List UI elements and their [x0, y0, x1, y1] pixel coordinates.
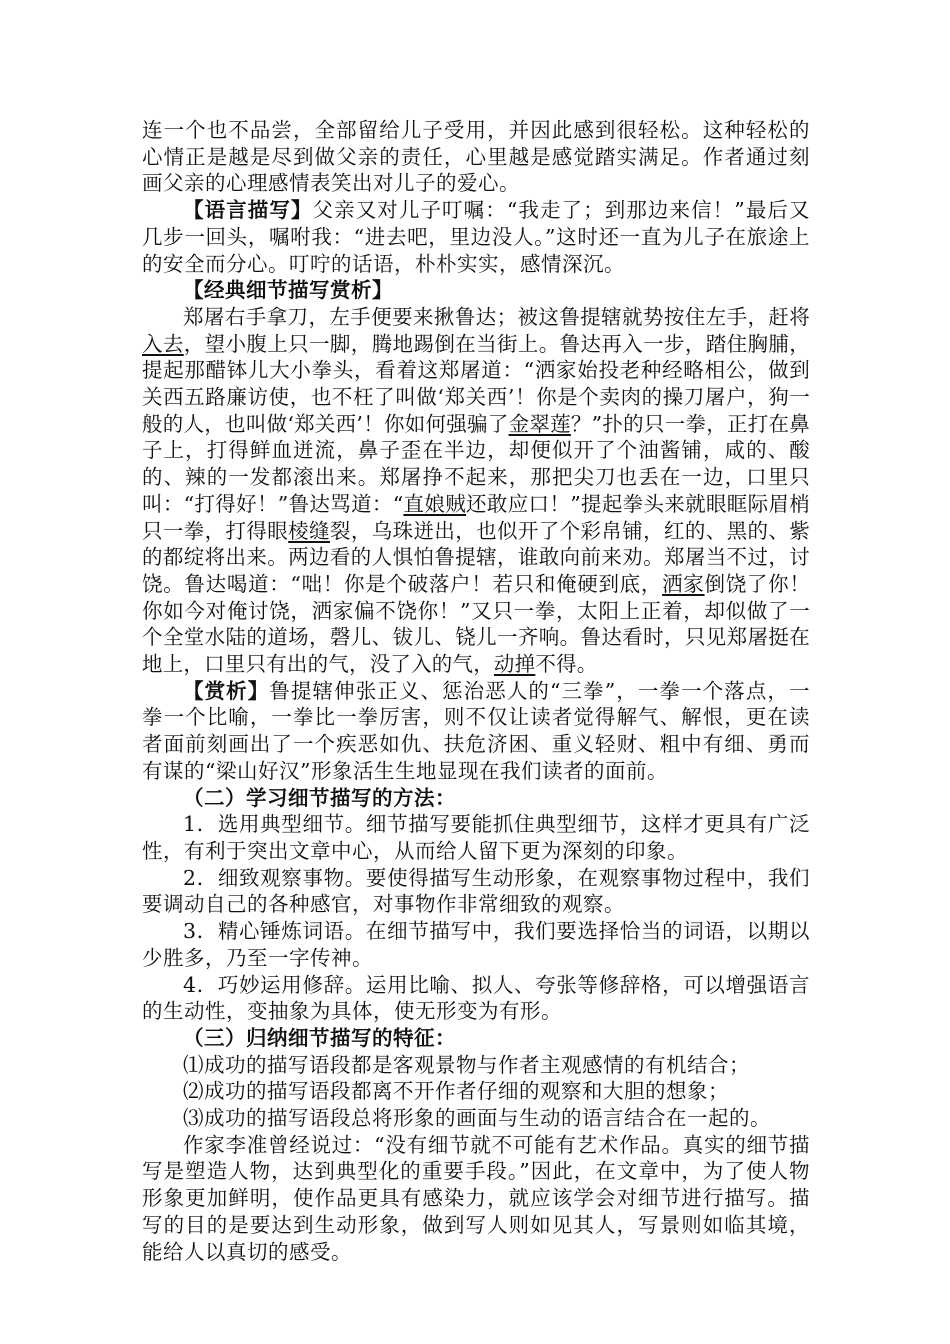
underlined-word: 动掸: [493, 652, 536, 677]
underlined-word: 入去: [142, 331, 184, 356]
language-description-paragraph: [142, 197, 810, 277]
feature-item: ⑵成功的描写语段都离不开作者仔细的观察和大胆的想象；: [183, 1079, 729, 1104]
excerpt-text: 郑屠右手拿刀，左手便要来揪鲁达；被这鲁提辖就势按住左手，赶将: [183, 304, 810, 329]
underlined-word: 金翠莲: [508, 411, 571, 436]
water-margin-excerpt: [142, 304, 810, 678]
intro-paragraph: 连一个也不品尝，全部留给儿子受用，并因此感到很轻松。这种轻松的心情正是越是尽到做父亲的责任，心里越是感觉踏实满足。作者通过刻画父亲的心理感情表笑出对儿子的爱心。: [142, 118, 810, 196]
excerpt-text: 不得。: [535, 652, 598, 677]
method-item: 4．巧妙运用修辞。运用比喻、拟人、夸张等修辞格，可以增强语言的生动性，变抽象为具体，使无形变为有形。: [142, 972, 810, 1024]
appreciation-paragraph: [142, 678, 810, 785]
excerpt-text: 倒饶了你！你如今对俺讨饶，洒家偏不饶你！”又只一拳，太阳上正着，却似做了一个全堂水陆的道场，磬儿、钹儿、铙儿一齐响。鲁达看时，只见郑屠挺在地上，口里只有出的气，没了入的气，: [142, 571, 811, 677]
feature-item: ⑶成功的描写语段总将形象的画面与生动的语言结合在一起的。: [183, 1106, 771, 1131]
appreciation-label: 【赏析】: [183, 678, 270, 703]
underlined-word: 洒家: [662, 571, 705, 596]
closing-paragraph: 作家李准曾经说过：“没有细节就不可能有艺术作品。真实的细节描写是塑造人物，达到典型化的重要手段。”因此，在文章中，为了使人物形象更加鲜明，使作品更具有感染力，就应该学会对细节进行描写。描写的目的是要达到生动形象，做到写人则如见其人，写景则如临其境，能给人以真切的感受。: [142, 1132, 810, 1264]
excerpt-text: 裂，乌珠迸出，也似开了个彩帛铺，红的、黑的、紫的都绽将出来。两边看的人惧怕鲁提辖，谁敢向前来劝。郑屠当不过，讨饶。鲁达喝道：“咄！你是个破落户！若只和俺硬到底，: [142, 518, 810, 596]
language-description-label: 【语言描写】: [183, 198, 313, 223]
methods-heading-text: （二）学习细节描写的方法：: [183, 785, 456, 810]
excerpt-text: 还敢应口！”提起拳头来就眼眶际眉梢只一拳，打得眼: [142, 491, 810, 543]
classic-detail-heading-text: 【经典细节描写赏析】: [183, 278, 393, 303]
classic-detail-heading: [142, 277, 810, 304]
underlined-word: 棱缝: [288, 518, 330, 543]
document-page: [142, 117, 810, 1265]
method-item: 2．细致观察事物。要使得描写生动形象，在观察事物过程中，我们要调动自己的各种感官，对事物作非常细致的观察。: [142, 865, 810, 917]
underlined-word: 直娘贼: [403, 491, 467, 516]
feature-item: ⑴成功的描写语段都是客观景物与作者主观感情的有机结合；: [183, 1052, 750, 1077]
appreciation-text: 鲁提辖伸张正义、惩治恶人的“三拳”，一拳一个落点，一拳一个比喻，一拳比一拳厉害，则不仅让读者觉得解气、解恨，更在读者面前刻画出了一个疾恶如仇、扶危济困、重义轻财、粗中有细、勇而有谋的“梁山好汉”形象活生生地显现在我们读者的面前。: [142, 678, 811, 783]
language-description-text: 父亲又对儿子叮嘱：“我走了；到那边来信！”最后又几步一回头，嘱咐我：“进去吧，里边没人。”这时还一直为儿子在旅途上的安全而分心。叮咛的话语，朴朴实实，感情深沉。: [142, 198, 810, 276]
excerpt-text: ？”扑的只一拳，正打在鼻子上，打得鲜血迸流，鼻子歪在半边，却便似开了个油酱铺，咸的、酸的、辣的一发都滚出来。郑屠挣不起来，那把尖刀也丢在一边，口里只叫：“打得好！”鲁达骂道：“: [142, 411, 810, 516]
features-heading: [142, 1025, 810, 1052]
method-item: 1．选用典型细节。细节描写要能抓住典型细节，这样才更具有广泛性，有利于突出文章中心，从而给人留下更为深刻的印象。: [142, 812, 810, 863]
methods-heading: [142, 785, 810, 812]
method-item: 3．精心锤炼词语。在细节描写中，我们要选择恰当的词语，以期以少胜多，乃至一字传神。: [142, 919, 810, 970]
excerpt-text: ，望小腹上只一脚，腾地踢倒在当街上。鲁达再入一步，踏住胸脯，提起那醋钵儿大小拳头，看着这郑屠道：“洒家始投老种经略相公，做到关西五路廉访使，也不枉了叫做‘郑关西’！你是个卖肉的操刀屠户，狗一般的人，也叫做‘郑关西’！你如何强骗了: [142, 331, 810, 436]
features-heading-text: （三）归纳细节描写的特征：: [183, 1025, 456, 1050]
